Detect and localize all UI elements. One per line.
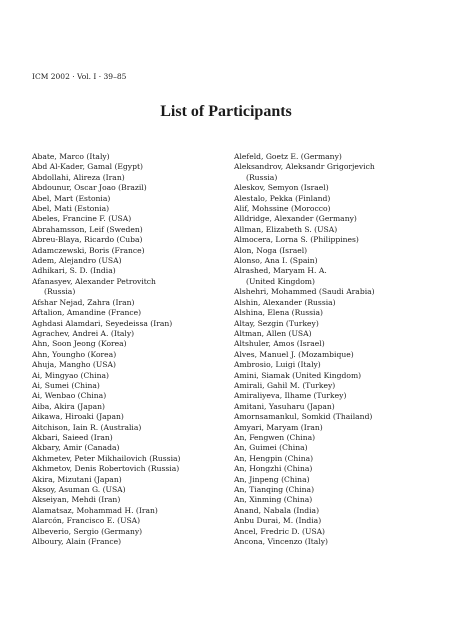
- participant-entry: Abeles, Francine F. (USA): [32, 214, 132, 224]
- participant-entry: Adamczewski, Boris (France): [32, 245, 145, 255]
- participant-entry: Almocera, Lorna S. (Philippines): [234, 235, 359, 245]
- participant-entry: Alshina, Elena (Russia): [234, 308, 323, 318]
- participant-entry: Alrashed, Maryam H. A.: [234, 266, 327, 276]
- participant-entry: Amornsamankul, Somkid (Thailand): [234, 412, 373, 422]
- participant-entry: Ancel, Fredric D. (USA): [234, 526, 326, 536]
- participant-entry: Afanasyev, Alexander Petrovitch: [32, 276, 156, 286]
- participant-entry: Aftalion, Amandine (France): [32, 308, 142, 318]
- participant-entry: Aleksandrov, Aleksandr Grigorjevich: [234, 162, 375, 172]
- participant-entry: Alefeld, Goetz E. (Germany): [234, 152, 342, 161]
- participant-entry: Alamatsaz, Mohammad H. (Iran): [32, 505, 158, 515]
- participant-entry: Altman, Allen (USA): [234, 328, 312, 338]
- participant-entry: Akhmetev, Peter Mikhailovich (Russia): [32, 453, 181, 463]
- participant-entry: Altshuler, Amos (Israel): [234, 339, 325, 349]
- participant-entry: Aksoy, Asuman G. (USA): [32, 485, 126, 494]
- participant-entry: Alon, Noga (Israel): [234, 245, 308, 255]
- participant-entry: Aiba, Akira (Japan): [32, 401, 105, 411]
- participant-entry: Abreu-Blaya, Ricardo (Cuba): [32, 235, 143, 245]
- participant-entry: Alboury, Alain (France): [32, 537, 122, 547]
- participant-entry: Ahn, Youngho (Korea): [32, 349, 117, 359]
- participant-entry-continuation: (Russia): [44, 287, 76, 297]
- participant-entry: Alarcón, Francisco E. (USA): [32, 516, 141, 526]
- participant-entry: Ahuja, Mangho (USA): [32, 360, 116, 370]
- participant-entry: Alldridge, Alexander (Germany): [234, 214, 357, 224]
- participant-entry: An, Hengpin (China): [234, 453, 314, 463]
- participant-entry: Ai, Wenbao (China): [32, 391, 107, 401]
- participant-entry: Akseiyan, Mehdi (Iran): [32, 495, 121, 505]
- participant-entry: Amiraliyeva, Ilhame (Turkey): [234, 391, 347, 401]
- participant-entry: Alves, Manuel J. (Mozambique): [234, 349, 354, 359]
- participant-entry: An, Fengwen (China): [234, 432, 316, 442]
- participant-entry: Alonso, Ana I. (Spain): [234, 256, 318, 266]
- participant-entry: Alshin, Alexander (Russia): [234, 297, 336, 307]
- participants-right-column: [234, 152, 424, 547]
- participant-entry: Albeverio, Sergio (Germany): [32, 526, 143, 536]
- participant-entry: Afshar Nejad, Zahra (Iran): [32, 297, 135, 307]
- participant-entry: Alshehri, Mohammed (Saudi Arabia): [234, 287, 375, 297]
- participant-entry: Amini, Siamak (United Kingdom): [234, 370, 362, 380]
- participant-entry: Amitani, Yasuharu (Japan): [234, 401, 335, 411]
- running-header: ICM 2002 · Vol. I · 39–85: [32, 72, 127, 81]
- participant-entry: Abdounur, Oscar Joao (Brazil): [32, 183, 147, 193]
- participant-entry: Amyari, Maryam (Iran): [234, 422, 323, 432]
- participant-entry: Ai, Sumei (China): [32, 380, 100, 390]
- participant-entry: Abrahamsson, Leif (Sweden): [32, 224, 143, 234]
- participant-entry: Agrachev, Andrei A. (Italy): [32, 328, 135, 338]
- participant-entry: Akhmetov, Denis Robertovich (Russia): [32, 464, 180, 474]
- participants-left-column: [32, 152, 218, 547]
- participant-entry: Akbary, Amir (Canada): [32, 443, 120, 453]
- participant-entry: Abel, Mati (Estonia): [32, 204, 110, 214]
- participant-entry: Aitchison, Iain R. (Australia): [32, 422, 142, 432]
- participant-entry: Alif, Mohssine (Morocco): [234, 204, 331, 214]
- participant-entry: An, Tianqing (China): [234, 485, 315, 494]
- participant-entry: An, Xinming (China): [234, 495, 313, 505]
- participant-entry: Akira, Mizutani (Japan): [32, 474, 122, 484]
- page-title: List of Participants: [160, 103, 292, 120]
- participant-entry: An, Jinpeng (China): [234, 474, 310, 484]
- participant-entry: An, Hongzhi (China): [234, 464, 313, 474]
- participant-entry: Adem, Alejandro (USA): [32, 256, 122, 266]
- participant-entry: Ahn, Soon Jeong (Korea): [32, 339, 127, 349]
- participant-entry: Anbu Durai, M. (India): [234, 516, 322, 526]
- participant-entry: Ai, Mingyao (China): [32, 370, 109, 380]
- participant-entry: Aleskov, Semyon (Israel): [234, 183, 329, 193]
- participant-entry: Aikawa, Hiroaki (Japan): [32, 412, 124, 422]
- participant-entry-continuation: (United Kingdom): [246, 276, 315, 286]
- participant-entry: Amirali, Gahil M. (Turkey): [234, 380, 336, 390]
- participant-entry: Abdollahi, Alireza (Iran): [32, 172, 125, 182]
- participant-entry: Alestalo, Pekka (Finland): [234, 193, 331, 203]
- participant-entry: Ambrosio, Luigi (Italy): [234, 360, 321, 370]
- participant-entry: Altay, Sezgin (Turkey): [234, 318, 319, 328]
- participant-entry: Ancona, Vincenzo (Italy): [234, 537, 328, 547]
- participant-entry: Aghdasi Alamdari, Seyedeissa (Iran): [32, 318, 173, 328]
- participant-entry: Abel, Mart (Estonia): [32, 193, 111, 203]
- participant-entry: An, Guimei (China): [234, 443, 308, 453]
- participant-entry-continuation: (Russia): [246, 172, 278, 182]
- participant-entry: Allman, Elizabeth S. (USA): [234, 224, 338, 234]
- participant-entry: Anand, Nabala (India): [234, 505, 320, 515]
- participant-entry: Abate, Marco (Italy): [32, 152, 110, 161]
- participant-entry: Akbari, Saieed (Iran): [32, 432, 113, 442]
- participant-entry: Abd Al-Kader, Gamal (Egypt): [32, 162, 143, 172]
- participant-entry: Adhikari, S. D. (India): [32, 266, 116, 276]
